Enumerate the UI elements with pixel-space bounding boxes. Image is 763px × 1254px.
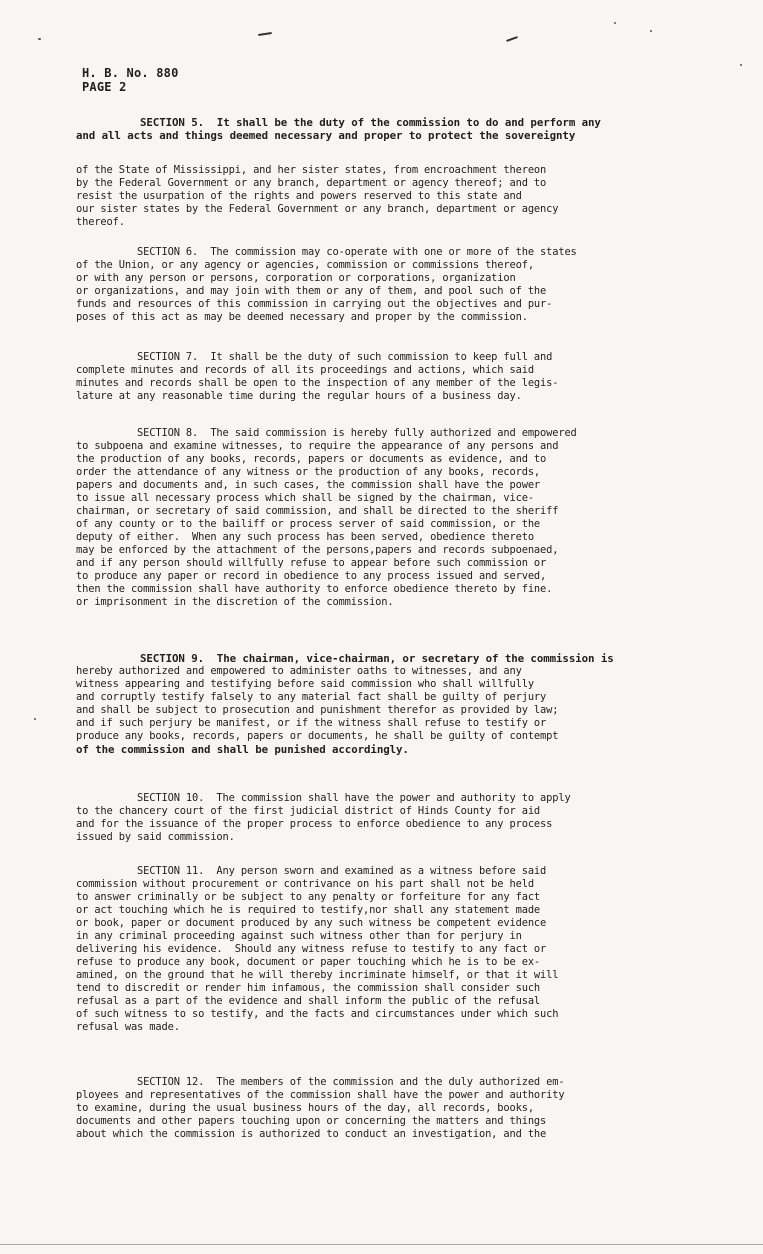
text-line: SECTION 7. It shall be the duty of such commission to keep full and: [76, 351, 553, 363]
text-line: SECTION 8. The said commission is hereby fully authorized and empowered: [76, 427, 577, 439]
section-7: [76, 351, 676, 403]
text-line: tend to discredit or render him infamous, the commission shall consider such: [76, 982, 541, 994]
text-line: refusal was made.: [76, 1021, 180, 1033]
text-line: lature at any reasonable time during the regular hours of a business day.: [76, 390, 522, 402]
text-line: issued by said commission.: [76, 831, 235, 843]
section-9: [76, 652, 676, 756]
text-line: papers and documents and, in such cases, the commission shall have the power: [76, 479, 541, 491]
text-line: and corruptly testify falsely to any material fact shall be guilty of perjury: [76, 691, 547, 703]
text-line: to answer criminally or be subject to any penalty or forfeiture for any fact: [76, 891, 541, 903]
text-line: in any criminal proceeding against such witness other than for perjury in: [76, 930, 522, 942]
text-line: and if any person should willfully refuse to appear before such commission or: [76, 557, 547, 569]
text-line: and for the issuance of the proper process to enforce obedience to any process: [76, 818, 553, 830]
text-line: resist the usurpation of the rights and powers reserved to this state and: [76, 190, 522, 202]
text-line: and if such perjury be manifest, or if the witness shall refuse to testify or: [76, 717, 547, 729]
text-line: to examine, during the usual business hours of the day, all records, books,: [76, 1102, 534, 1114]
page-number: PAGE 2: [82, 80, 127, 94]
scan-mark: [258, 32, 272, 36]
text-line: of the Union, or any agency or agencies, commission or commissions thereof,: [76, 259, 534, 271]
text-line: to subpoena and examine witnesses, to require the appearance of any persons and: [76, 440, 559, 452]
text-line: amined, on the ground that he will thereby incriminate himself, or that it will: [76, 969, 559, 981]
text-line: of the State of Mississippi, and her sister states, from encroachment thereon: [76, 164, 547, 176]
text-line: to issue all necessary process which shall be signed by the chairman, vice-: [76, 492, 534, 504]
text-line: commission without procurement or contrivance on his part shall not be held: [76, 878, 534, 890]
scan-speck: [34, 718, 36, 720]
text-line: refusal as a part of the evidence and shall inform the public of the refusal: [76, 995, 541, 1007]
page-edge: [0, 1244, 763, 1245]
text-line: to produce any paper or record in obedience to any process issued and served,: [76, 570, 547, 582]
bill-number: H. B. No. 880: [82, 66, 179, 80]
text-line: or with any person or persons, corporation or corporations, organization: [76, 272, 516, 284]
text-line: SECTION 10. The commission shall have the power and authority to apply: [76, 792, 571, 804]
text-line: delivering his evidence. Should any witness refuse to testify to any fact or: [76, 943, 547, 955]
text-line: of such witness to so testify, and the facts and circumstances under which such: [76, 1008, 559, 1020]
text-line: witness appearing and testifying before said commission who shall willfully: [76, 678, 534, 690]
text-line: SECTION 9. The chairman, vice-chairman, or secretary of the commission is: [76, 652, 614, 665]
text-line: SECTION 11. Any person sworn and examined as a witness before said: [76, 865, 547, 877]
text-line: our sister states by the Federal Government or any branch, department or agency: [76, 203, 559, 215]
text-line: of the commission and shall be punished accordingly.: [76, 743, 409, 756]
section-10: [76, 792, 676, 844]
text-line: and all acts and things deemed necessary and proper to protect the sovereignty: [76, 129, 576, 142]
text-line: the production of any books, records, papers or documents as evidence, and to: [76, 453, 547, 465]
text-line: to the chancery court of the first judicial district of Hinds County for aid: [76, 805, 541, 817]
text-line: of any county or to the bailiff or process server of said commission, or the: [76, 518, 541, 530]
scan-speck: [614, 22, 616, 24]
scan-speck: [650, 30, 652, 32]
text-line: SECTION 12. The members of the commission and the duly authorized em-: [76, 1076, 565, 1088]
text-line: deputy of either. When any such process has been served, obedience thereto: [76, 531, 534, 543]
text-line: thereof.: [76, 216, 125, 228]
text-line: ployees and representatives of the commission shall have the power and authority: [76, 1089, 565, 1101]
text-line: or organizations, and may join with them or any of them, and pool such of the: [76, 285, 547, 297]
text-line: order the attendance of any witness or the production of any books, records,: [76, 466, 541, 478]
section-6: [76, 246, 676, 324]
section-11: [76, 865, 676, 1034]
text-line: chairman, or secretary of said commission, and shall be directed to the sheriff: [76, 505, 559, 517]
page-header: [82, 66, 179, 94]
text-line: and shall be subject to prosecution and punishment therefor as provided by law;: [76, 704, 559, 716]
text-line: hereby authorized and empowered to administer oaths to witnesses, and any: [76, 665, 522, 677]
text-line: may be enforced by the attachment of the persons,papers and records subpoenaed,: [76, 544, 559, 556]
section-12: [76, 1076, 676, 1141]
text-line: SECTION 6. The commission may co-operate with one or more of the states: [76, 246, 577, 258]
text-line: funds and resources of this commission in carrying out the objectives and pur-: [76, 298, 553, 310]
text-line: or imprisonment in the discretion of the commission.: [76, 596, 394, 608]
scan-speck: [740, 64, 742, 66]
scan-mark: [506, 36, 518, 42]
section-5-opening: [76, 116, 676, 142]
section-8: [76, 427, 676, 609]
text-line: complete minutes and records of all its proceedings and actions, which said: [76, 364, 534, 376]
text-line: minutes and records shall be open to the inspection of any member of the legis-: [76, 377, 559, 389]
text-line: then the commission shall have authority to enforce obedience thereto by fine.: [76, 583, 553, 595]
text-line: refuse to produce any book, document or paper touching which he is to be ex-: [76, 956, 541, 968]
text-line: or act touching which he is required to testify,nor shall any statement made: [76, 904, 541, 916]
text-line: about which the commission is authorized to conduct an investigation, and the: [76, 1128, 547, 1140]
text-line: documents and other papers touching upon or concerning the matters and things: [76, 1115, 547, 1127]
text-line: or book, paper or document produced by any such witness be competent evidence: [76, 917, 547, 929]
scan-speck: [38, 38, 41, 40]
text-line: SECTION 5. It shall be the duty of the commission to do and perform any: [76, 116, 601, 129]
text-line: by the Federal Government or any branch, department or agency thereof; and to: [76, 177, 547, 189]
text-line: poses of this act as may be deemed necessary and proper by the commission.: [76, 311, 528, 323]
section-5-continued: [76, 164, 676, 229]
text-line: produce any books, records, papers or documents, he shall be guilty of contempt: [76, 730, 559, 742]
